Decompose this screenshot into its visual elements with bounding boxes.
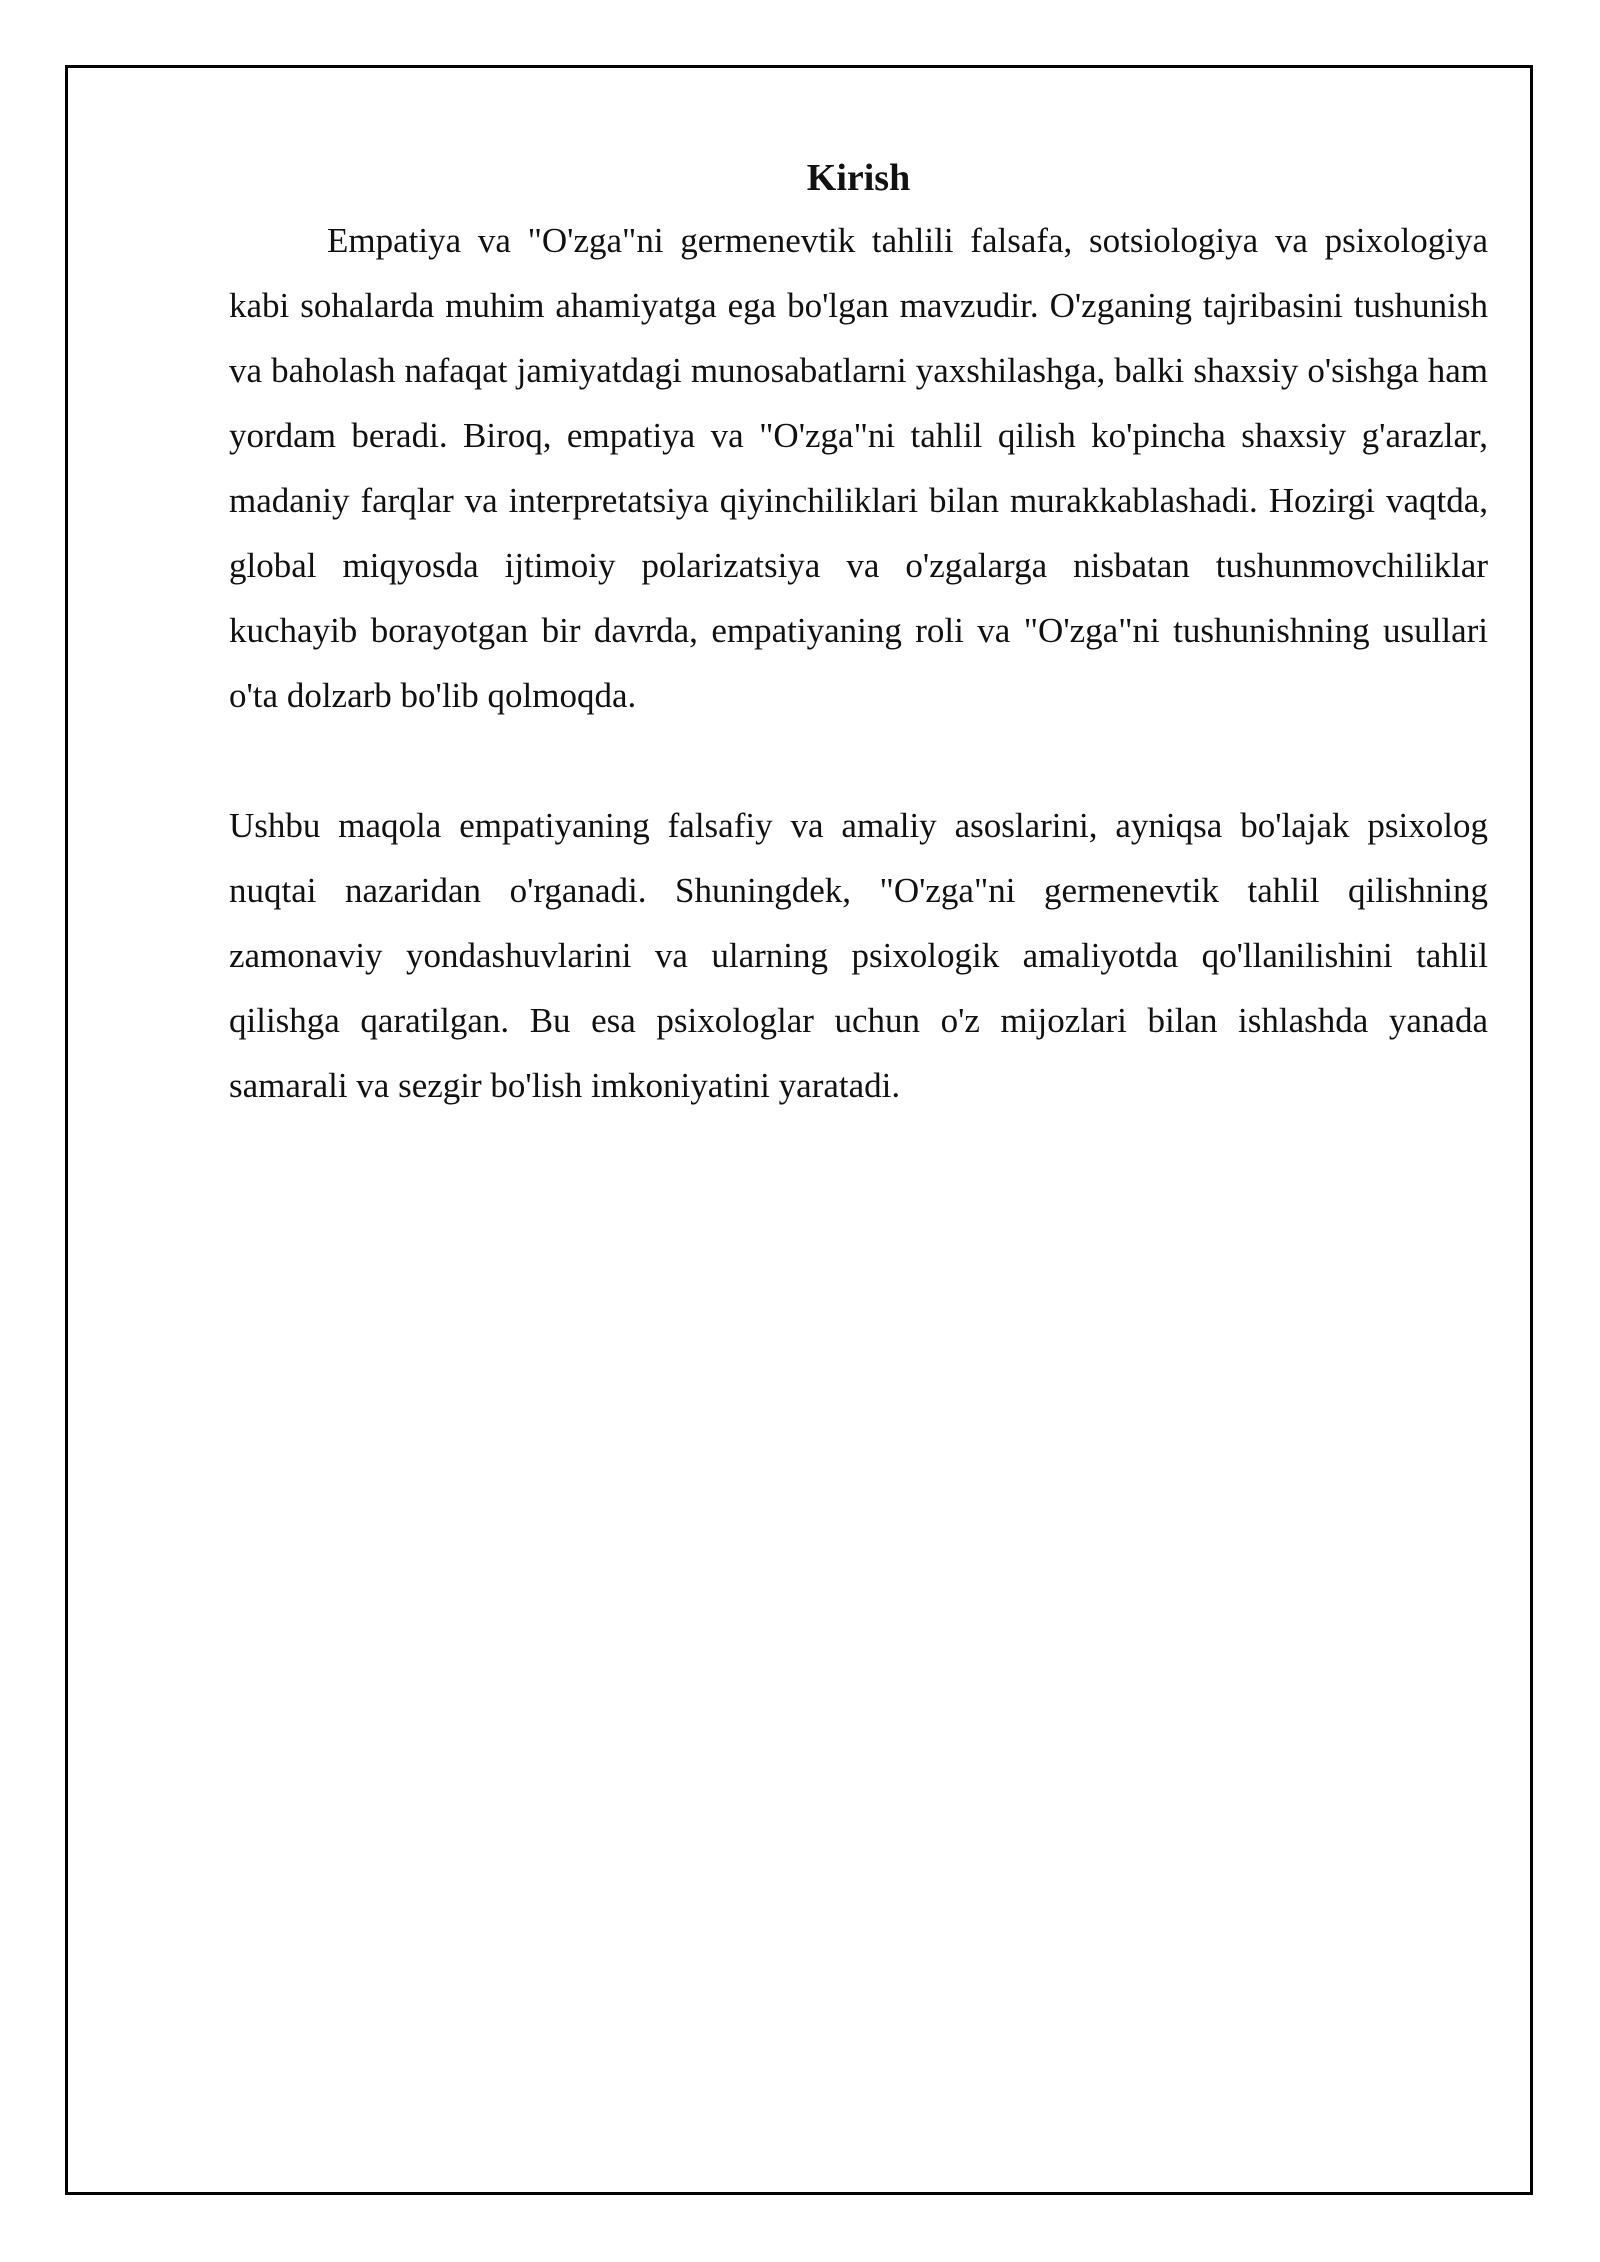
document-body xyxy=(229,148,1488,1118)
paragraph-spacer xyxy=(229,728,1488,793)
section-heading: Kirish xyxy=(806,157,911,199)
paragraph-1: Empatiya va "O'zga"ni germenevtik tahlili falsafa, sotsiologiya va psixologiya kabi sohalarda muhim ahamiyatga ega bo'lgan mavzudir. O'zganing tajribasini tushunish va baholash nafaqat jamiyatdagi munosabatlarni yaxshilashga, balki shaxsiy o'sishga ham yordam beradi. Biroq, empatiya va "O'zga"ni tahlil qilish ko'pincha shaxsiy g'arazlar, madaniy farqlar va interpretatsiya qiyinchiliklari bilan murakkablashadi. Hozirgi vaqtda, global miqyosda ijtimoiy polarizatsiya va o'zgalarga nisbatan tushunmovchiliklar kuchayib borayotgan bir davrda, empatiyaning roli va "O'zga"ni tushunishning usullari o'ta dolzarb bo'lib qolmoqda. xyxy=(229,221,1488,715)
paragraph-2: Ushbu maqola empatiyaning falsafiy va amaliy asoslarini, ayniqsa bo'lajak psixolog nuqtai nazaridan o'rganadi. Shuningdek, "O'zga"ni germenevtik tahlil qilishning zamonaviy yondashuvlarini va ularning psixologik amaliyotda qo'llanilishini tahlil qilishga qaratilgan. Bu esa psixologlar uchun o'z mijozlari bilan ishlashda yanada samarali va sezgir bo'lish imkoniyatini yaratadi. xyxy=(229,806,1488,1105)
